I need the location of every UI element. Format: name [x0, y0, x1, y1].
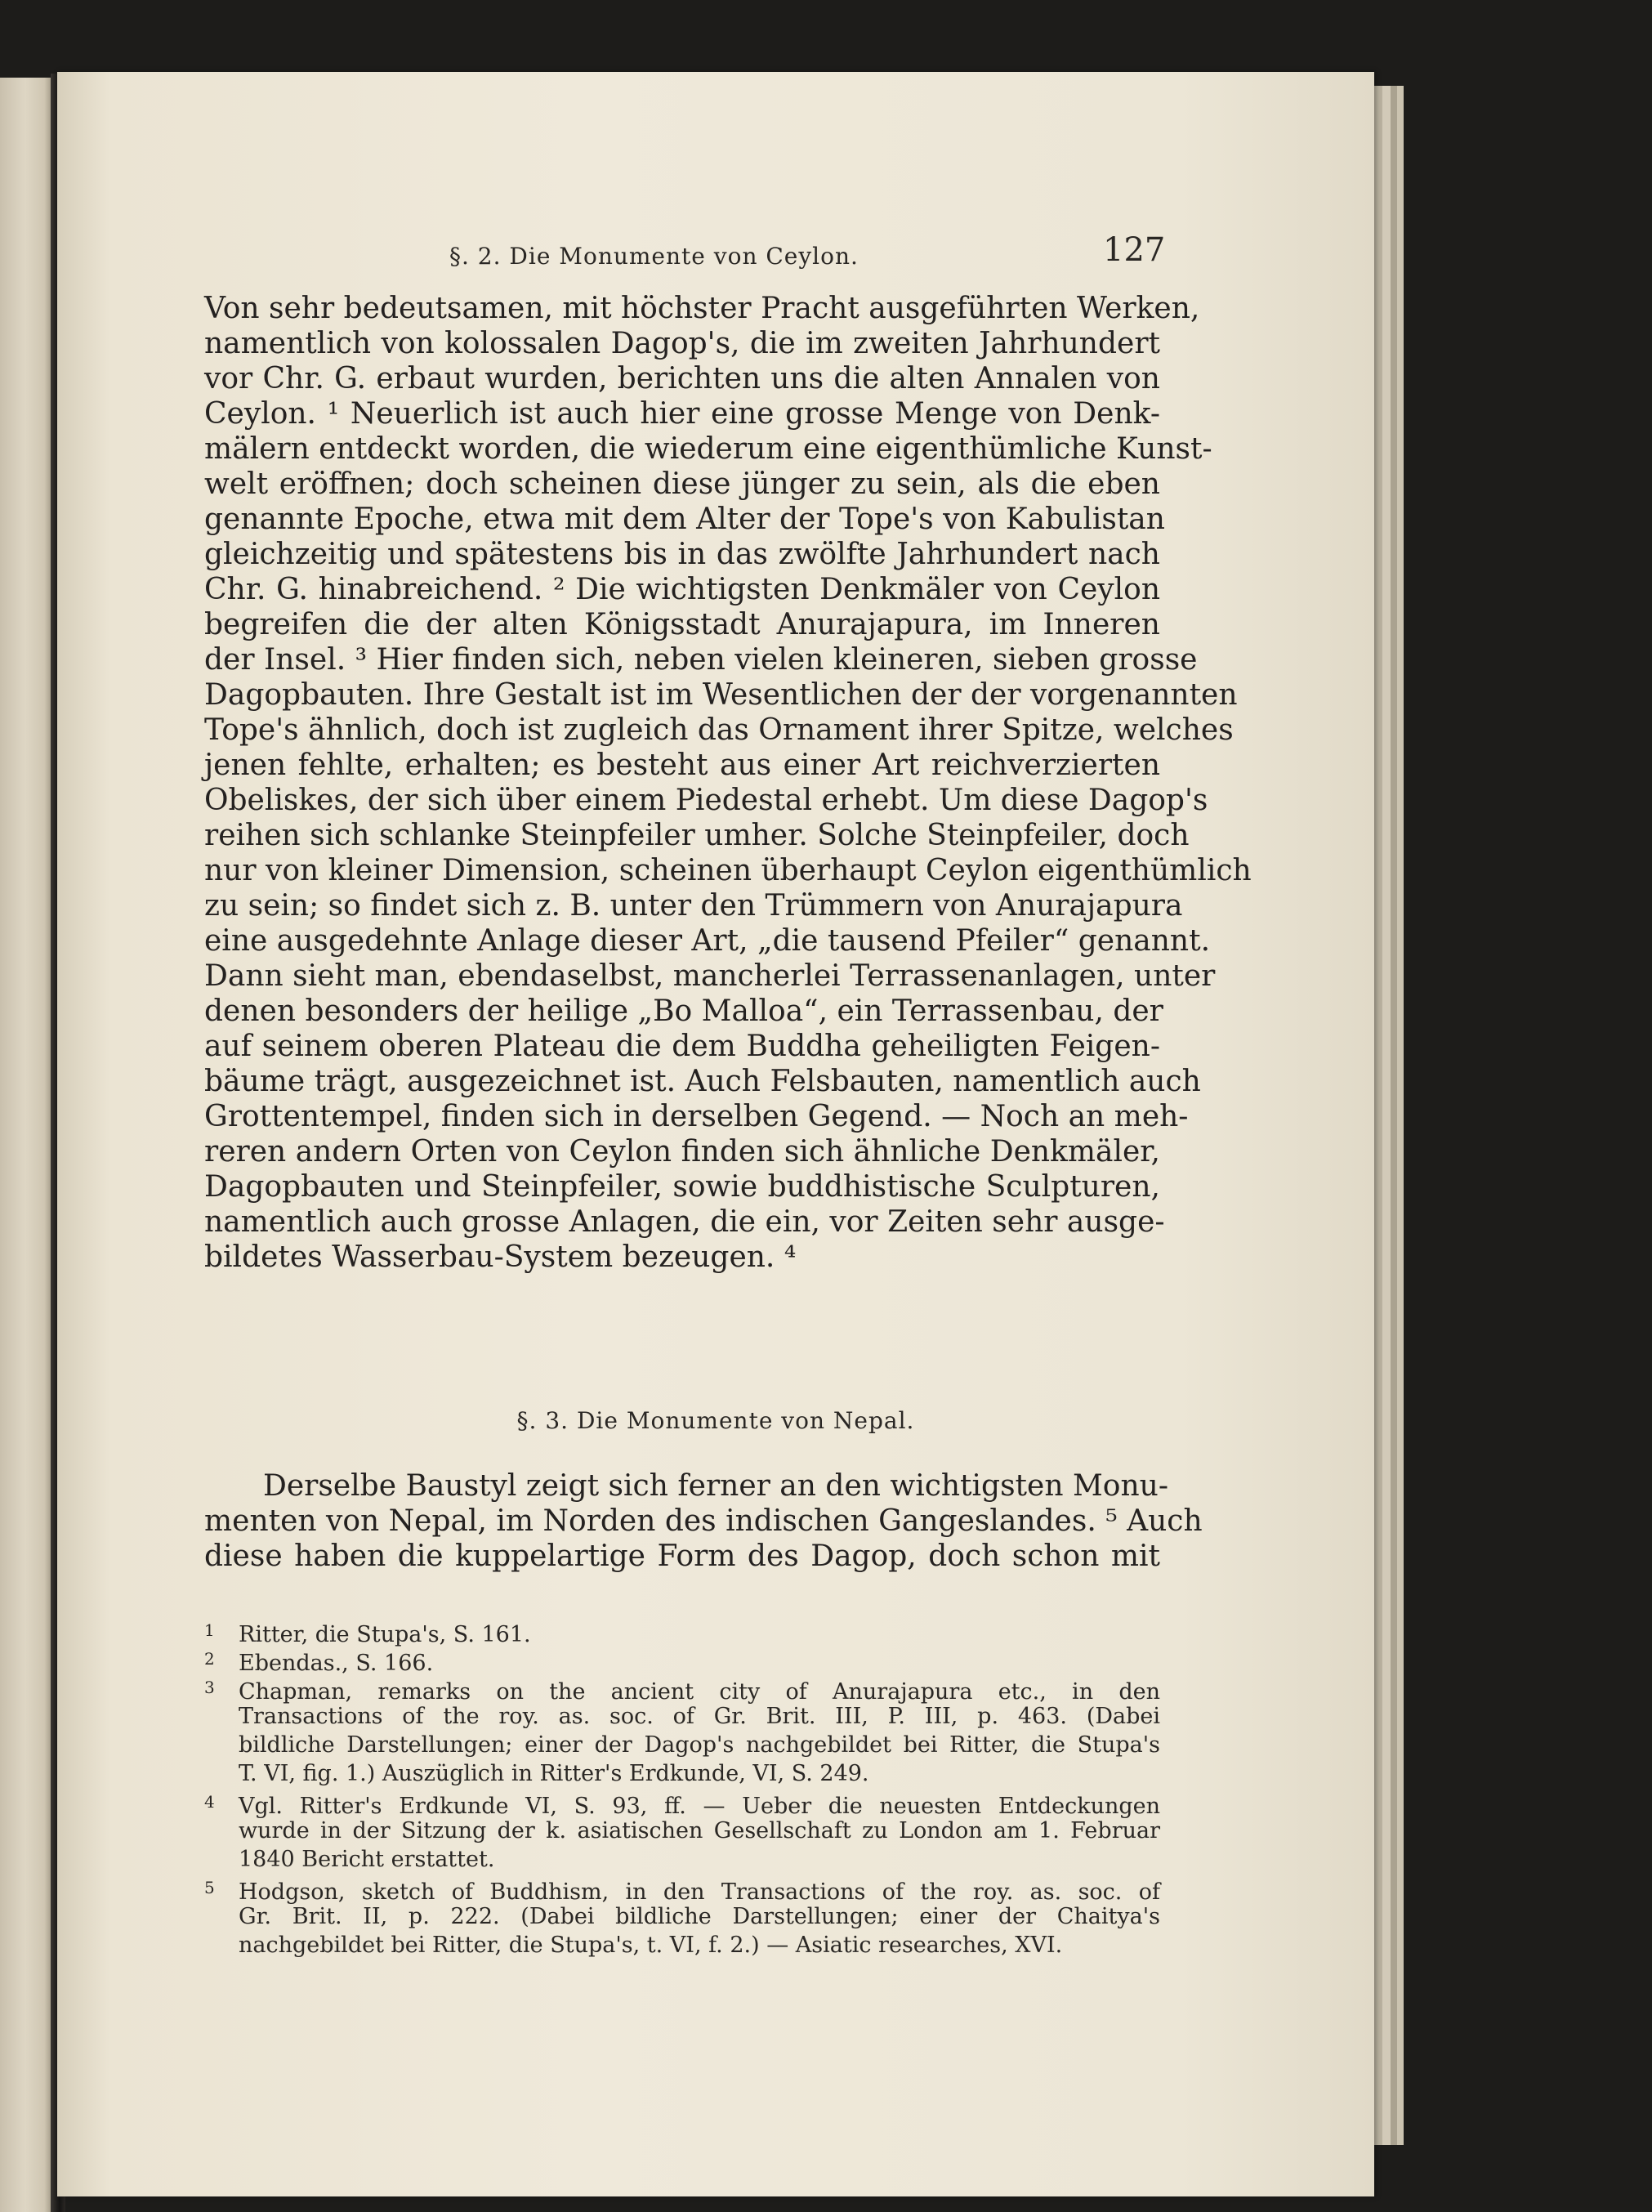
- text-line: diese haben die kuppelartige Form des Dagop, doch schon mit: [204, 1539, 1160, 1573]
- footnote-line: wurde in der Sitzung der k. asiatischen Gesellschaft zu London am 1. Februar: [239, 1818, 1160, 1843]
- text-line: der Insel. ³ Hier finden sich, neben vielen kleineren, sieben grosse: [204, 643, 1198, 677]
- footnote-text: Ritter, die Stupa's, S. 161.: [239, 1622, 531, 1647]
- text-line: Ceylon. ¹ Neuerlich ist auch hier eine grosse Menge von Denk-: [204, 397, 1160, 431]
- text-line: Dagopbauten. Ihre Gestalt ist im Wesentlichen der der vorgenannten: [204, 678, 1238, 712]
- text-line: Dagopbauten und Steinpfeiler, sowie buddhistische Sculpturen,: [204, 1170, 1160, 1204]
- footnote-line: nachgebildet bei Ritter, die Stupa's, t. VI, f. 2.) — Asiatic researches, XVI.: [239, 1933, 1063, 1958]
- text-line: Von sehr bedeutsamen, mit höchster Pracht ausgeführten Werken,: [204, 292, 1200, 325]
- text-line: bäume trägt, ausgezeichnet ist. Auch Felsbauten, namentlich auch: [204, 1065, 1201, 1098]
- footnote-text: Chapman, remarks on the ancient city of Anurajapura etc., in den: [239, 1679, 1160, 1705]
- page-edge: [1391, 86, 1397, 2145]
- text-line: jenen fehlte, erhalten; es besteht aus einer Art reichverzierten: [204, 749, 1160, 782]
- page-edge: [1397, 86, 1404, 2145]
- text-line: nur von kleiner Dimension, scheinen überhaupt Ceylon eigenthümlich: [204, 854, 1252, 887]
- footnote-line: 1840 Bericht erstattet.: [239, 1847, 495, 1872]
- footnote-line: [204, 1645, 1160, 1674]
- text-line: Obeliskes, der sich über einem Piedestal erhebt. Um diese Dagop's: [204, 784, 1208, 817]
- text-line: denen besonders der heilige „Bo Malloa“, ein Terrassenbau, der: [204, 994, 1163, 1028]
- left-page-edge: [0, 78, 56, 2212]
- footnote-line: [204, 1674, 1160, 1705]
- footnote: [204, 1788, 1160, 1874]
- page-number: 127: [1103, 231, 1166, 269]
- text-line: welt eröffnen; doch scheinen diese jünger zu sein, als die eben: [204, 467, 1160, 501]
- section-heading: §. 3. Die Monumente von Nepal.: [516, 1407, 915, 1434]
- page-header: [57, 231, 1374, 272]
- running-head: §. 2. Die Monumente von Ceylon.: [449, 243, 859, 270]
- footnote-text: Hodgson, sketch of Buddhism, in den Transactions of the roy. as. soc. of: [239, 1879, 1160, 1905]
- text-line: vor Chr. G. erbaut wurden, berichten uns die alten Annalen von: [204, 362, 1160, 395]
- footnote-line: [204, 1788, 1160, 1817]
- footnote-line: Transactions of the roy. as. soc. of Gr. Brit. III, P. III, p. 463. (Dabei: [239, 1704, 1160, 1729]
- text-line: namentlich auch grosse Anlagen, die ein, vor Zeiten sehr ausge-: [204, 1205, 1165, 1239]
- footnote-line: [204, 1616, 1160, 1645]
- text-line: namentlich von kolossalen Dagop's, die im zweiten Jahrhundert: [204, 327, 1160, 360]
- footnote-text: Ebendas., S. 166.: [239, 1651, 434, 1676]
- text-line: begreifen die der alten Königsstadt Anurajapura, im Inneren: [204, 608, 1160, 641]
- text-line: Tope's ähnlich, doch ist zugleich das Ornament ihrer Spitze, welches: [204, 713, 1234, 747]
- footnote: [204, 1874, 1160, 1960]
- footnote-number: 5: [204, 1878, 215, 1897]
- text-line: genannte Epoche, etwa mit dem Alter der Tope's von Kabulistan: [204, 503, 1165, 536]
- text-line: eine ausgedehnte Anlage dieser Art, „die tausend Pfeiler“ genannt.: [204, 924, 1211, 958]
- text-line: reihen sich schlanke Steinpfeiler umher. Solche Steinpfeiler, doch: [204, 819, 1190, 852]
- text-line: zu sein; so findet sich z. B. unter den Trümmern von Anurajapura: [204, 889, 1183, 923]
- footnote: [204, 1616, 1160, 1645]
- text-line: Derselbe Baustyl zeigt sich ferner an den wichtigsten Monu-: [263, 1469, 1169, 1503]
- text-line: bildetes Wasserbau-System bezeugen. ⁴: [204, 1240, 797, 1274]
- text-line: mälern entdeckt worden, die wiederum eine eigenthümliche Kunst-: [204, 432, 1212, 466]
- section-body: [204, 1468, 1203, 1574]
- footnote: [204, 1674, 1160, 1788]
- footnote-line: [204, 1874, 1160, 1905]
- text-line: Dann sieht man, ebendaselbst, mancherlei Terrassenanlagen, unter: [204, 959, 1216, 993]
- footnote-number: 1: [204, 1620, 215, 1640]
- text-line: Chr. G. hinabreichend. ² Die wichtigsten Denkmäler von Ceylon: [204, 573, 1160, 606]
- page-edge: [1382, 86, 1391, 2145]
- text-line: menten von Nepal, im Norden des indischen Gangeslandes. ⁵ Auch: [204, 1504, 1203, 1538]
- footnote-number: 2: [204, 1649, 215, 1669]
- footnote-line: bildliche Darstellungen; einer der Dagop's nachgebildet bei Ritter, die Stupa's: [239, 1732, 1160, 1758]
- body-text: [204, 291, 1252, 1275]
- text-line: auf seinem oberen Plateau die dem Buddha geheiligten Feigen-: [204, 1030, 1160, 1063]
- footnote-number: 4: [204, 1792, 215, 1812]
- footnotes: [204, 1616, 1160, 1960]
- footnote-line: T. VI, fig. 1.) Auszüglich in Ritter's Erdkunde, VI, S. 249.: [239, 1761, 869, 1786]
- footnote-number: 3: [204, 1678, 215, 1697]
- text-line: gleichzeitig und spätestens bis in das zwölfte Jahrhundert nach: [204, 538, 1160, 571]
- footnote-line: Gr. Brit. II, p. 222. (Dabei bildliche Darstellungen; einer der Chaitya's: [239, 1904, 1160, 1929]
- footnote: [204, 1645, 1160, 1674]
- page: [57, 72, 1374, 2196]
- text-line: reren andern Orten von Ceylon finden sich ähnliche Denkmäler,: [204, 1135, 1160, 1169]
- footnote-text: Vgl. Ritter's Erdkunde VI, S. 93, ff. — Ueber die neuesten Entdeckungen: [239, 1794, 1160, 1819]
- text-line: Grottentempel, finden sich in derselben Gegend. — Noch an meh-: [204, 1100, 1189, 1133]
